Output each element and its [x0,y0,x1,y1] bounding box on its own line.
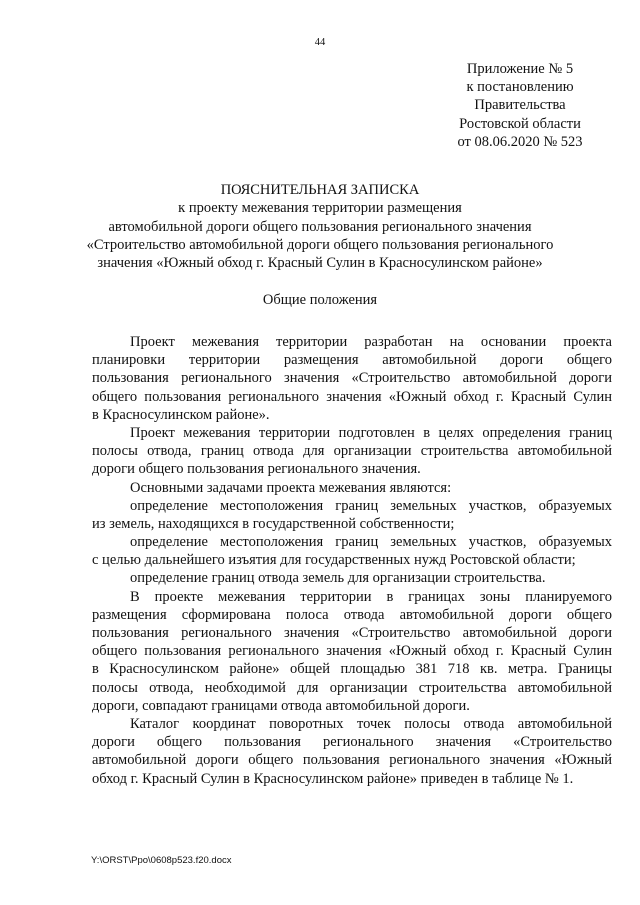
body-line: полосы отвода, необходимой для организации строительства автомобильной [92,679,612,696]
section-title: Общие положения [262,292,378,308]
body-line: дороги общего пользования регионального значения «Строительство [92,734,612,751]
body-line: общего пользования регионального значения «Южный обход г. Красный Сулин [92,643,612,660]
heading-line: к проекту межевания территории размещения [178,200,462,217]
body-text [92,333,612,788]
body-line: общего пользования регионального значения «Южный обход г. Красный Сулин [92,388,612,405]
body-line: полосы отвода, границ отвода для организации строительства автомобильной [92,443,612,460]
heading-line: значения «Южный обход г. Красный Сулин в Красносулинском районе» [97,255,543,272]
body-line: планировки территории размещения автомобильной дороги общего [92,352,612,369]
appendix-line: Правительства [474,97,566,114]
body-line: Каталог координат поворотных точек полосы отвода автомобильной [130,715,612,732]
body-line: дороги, совпадают границами отвода автомобильной дороги. [92,697,470,714]
appendix-line: Ростовской области [459,115,581,132]
body-line: Проект межевания территории разработан на основании проекта [130,334,612,350]
body-line: автомобильной дороги общего пользования регионального значения «Южный [92,752,612,769]
body-line: определение местоположения границ земельных участков, образуемых [130,534,612,551]
body-line: пользования регионального значения «Строительство автомобильной дороги [92,625,612,641]
body-line: с целью дальнейшего изъятия для государственных нужд Ростовской области; [92,552,576,569]
heading-line: автомобильной дороги общего пользования регионального значения [108,218,532,235]
body-line: пользования регионального значения «Строительство автомобильной дороги [92,370,612,387]
body-line: дороги общего пользования регионального значения. [92,461,421,478]
body-line: в Красносулинском районе». [92,406,270,423]
body-line: определение местоположения границ земельных участков, образуемых [130,497,612,514]
body-line: в Красносулинском районе» общей площадью 381 718 кв. метра. Границы [92,661,612,678]
document-title: ПОЯСНИТЕЛЬНАЯ ЗАПИСКА [220,182,420,198]
page-number: 44 [314,37,326,48]
body-line: В проекте межевания территории в границах зоны планируемого [130,588,612,605]
body-line: Основными задачами проекта межевания являются: [130,479,452,496]
body-line: из земель, находящихся в государственной собственности; [92,515,455,532]
appendix-line: Приложение № 5 [466,61,574,77]
appendix-block [440,60,600,151]
body-line: обход г. Красный Сулин в Красносулинском районе» приведен в таблице № 1. [92,770,574,787]
body-line: размещения сформирована полоса отвода автомобильной дороги общего [92,606,612,623]
appendix-line: от 08.06.2020 № 523 [457,133,583,150]
body-line: определение границ отвода земель для организации строительства. [130,570,546,587]
heading-line: «Строительство автомобильной дороги общего пользования регионального [86,236,554,253]
body-line: Проект межевания территории подготовлен в целях определения границ [130,424,612,441]
file-path-footer: Y:\ORST\Ppo\0608p523.f20.docx [91,855,232,866]
document-heading [70,181,570,272]
appendix-line: к постановлению [466,79,574,96]
